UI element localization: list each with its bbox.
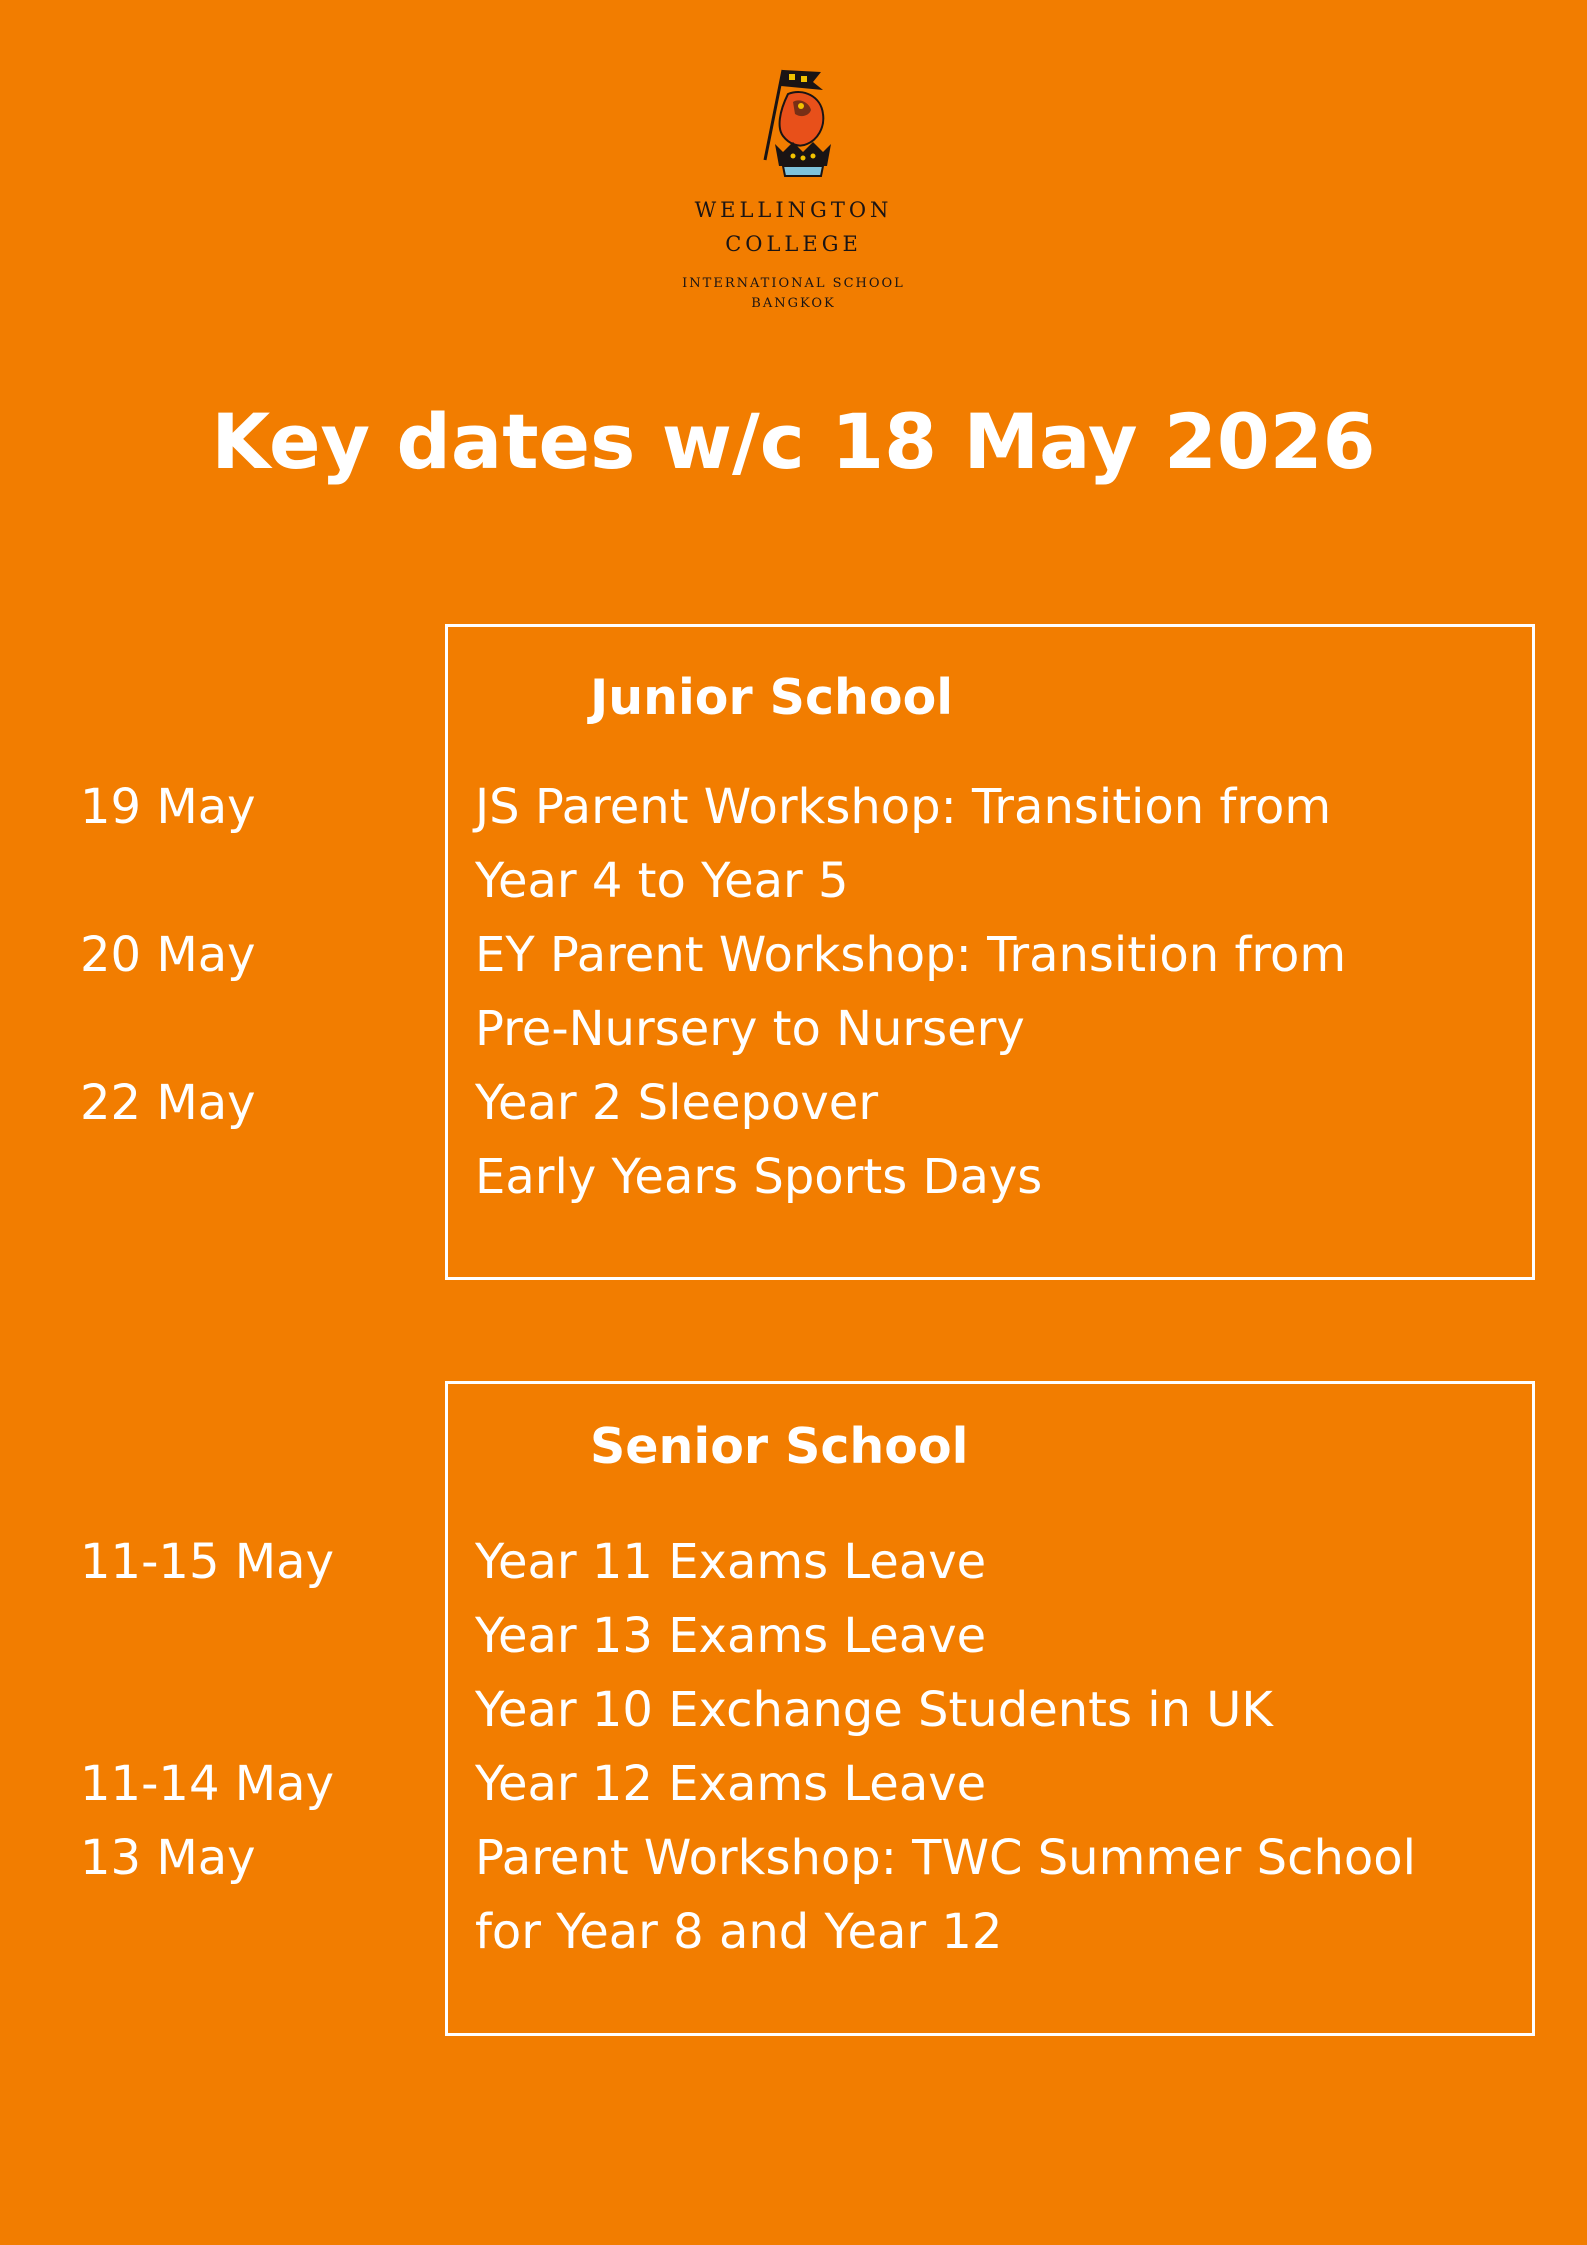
school-name-line2: COLLEGE bbox=[725, 232, 862, 256]
event-date: 11-14 May bbox=[80, 1756, 334, 1812]
page-title: Key dates w/c 18 May 2026 bbox=[211, 397, 1376, 486]
event-row bbox=[0, 918, 1587, 992]
event-text: JS Parent Workshop: Transition from bbox=[475, 779, 1332, 835]
junior-school-heading: Junior School bbox=[590, 669, 954, 726]
event-date bbox=[0, 844, 475, 918]
school-name-line4: BANGKOK bbox=[751, 296, 836, 311]
event-date: 20 May bbox=[80, 927, 256, 983]
event-text: Parent Workshop: TWC Summer School bbox=[475, 1830, 1416, 1886]
junior-school-event-list bbox=[0, 770, 1587, 1214]
event-row bbox=[0, 844, 1587, 918]
senior-school-event-list bbox=[0, 1525, 1587, 1969]
event-text: Year 2 Sleepover bbox=[475, 1075, 879, 1131]
event-text: Year 4 to Year 5 bbox=[475, 853, 849, 909]
event-text: Year 13 Exams Leave bbox=[475, 1608, 987, 1664]
school-name-line1: WELLINGTON bbox=[694, 198, 893, 222]
event-date bbox=[0, 1599, 475, 1673]
event-row bbox=[0, 1066, 1587, 1140]
event-date bbox=[0, 992, 475, 1066]
event-row bbox=[0, 1895, 1587, 1969]
event-row bbox=[0, 992, 1587, 1066]
event-text: Early Years Sports Days bbox=[475, 1149, 1043, 1205]
event-date: 19 May bbox=[80, 779, 256, 835]
event-date bbox=[0, 1673, 475, 1747]
school-name-line3: INTERNATIONAL SCHOOL bbox=[682, 276, 905, 291]
senior-school-heading: Senior School bbox=[590, 1418, 969, 1475]
event-text: EY Parent Workshop: Transition from bbox=[475, 927, 1347, 983]
event-row bbox=[0, 1821, 1587, 1895]
event-date bbox=[0, 1895, 475, 1969]
event-text: for Year 8 and Year 12 bbox=[475, 1904, 1003, 1960]
event-text: Year 11 Exams Leave bbox=[475, 1534, 987, 1590]
event-row bbox=[0, 1747, 1587, 1821]
event-row bbox=[0, 1525, 1587, 1599]
event-date: 13 May bbox=[80, 1830, 256, 1886]
event-date: 11-15 May bbox=[80, 1534, 334, 1590]
event-row bbox=[0, 770, 1587, 844]
event-text: Year 10 Exchange Students in UK bbox=[475, 1682, 1273, 1738]
event-row bbox=[0, 1140, 1587, 1214]
event-row bbox=[0, 1673, 1587, 1747]
event-text: Pre-Nursery to Nursery bbox=[475, 1001, 1025, 1057]
event-date bbox=[0, 1140, 475, 1214]
event-text: Year 12 Exams Leave bbox=[475, 1756, 987, 1812]
event-date: 22 May bbox=[80, 1075, 256, 1131]
event-row bbox=[0, 1599, 1587, 1673]
wellington-college-crest-icon bbox=[743, 62, 843, 182]
